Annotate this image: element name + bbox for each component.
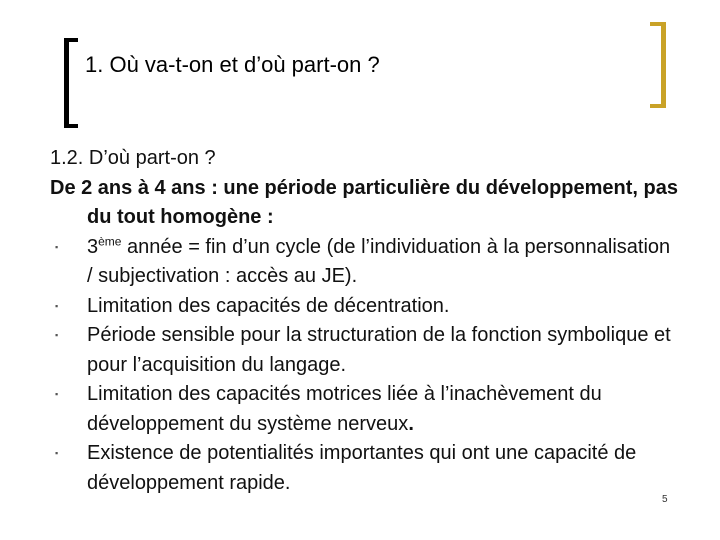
- bullet-2-text: Limitation des capacités de décentration.: [87, 294, 450, 317]
- intro-lead: De 2 ans à 4 ans: [50, 176, 206, 199]
- bullet-icon: ▪: [55, 241, 59, 252]
- list-item: [50, 233, 680, 292]
- section-subtitle: 1.2. D’où part-on ?: [50, 147, 216, 169]
- bullet-1-post: année = fin d’un cycle (de l’individuation à la personnalisation / subjectivation : accès au JE).: [87, 235, 671, 287]
- intro-paragraph: [50, 174, 680, 233]
- bullet-icon: ▪: [55, 300, 59, 311]
- list-item: [50, 380, 680, 439]
- bullet-list: [50, 233, 680, 499]
- bullet-icon: ▪: [55, 330, 59, 340]
- bullet-1-superscript: ème: [98, 233, 122, 248]
- slide-body: [50, 144, 680, 498]
- left-bracket-decoration: [64, 38, 78, 128]
- bullet-4-period: .: [408, 412, 414, 435]
- page-number: 5: [662, 494, 668, 505]
- list-item: [50, 439, 680, 498]
- slide-title: 1. Où va-t-on et d’où part-on ?: [85, 52, 380, 77]
- bullet-5-text: Existence de potentialités importantes qui ont une capacité de développement rapide.: [87, 442, 637, 494]
- bullet-icon: ▪: [55, 389, 59, 399]
- bullet-4-text: Limitation des capacités motrices liée à l’inachèvement du développement du système nerveux: [87, 383, 602, 435]
- bullet-icon: ▪: [55, 448, 59, 458]
- right-bracket-decoration: [650, 22, 666, 108]
- intro-rest: : une période particulière du développement, pas du tout homogène :: [87, 176, 678, 228]
- list-item: [50, 321, 680, 380]
- bullet-3-text: Période sensible pour la structuration de la fonction symbolique et pour l’acquisition du langage.: [87, 324, 671, 376]
- bullet-1-pre: 3: [87, 235, 99, 258]
- list-item: [50, 292, 680, 322]
